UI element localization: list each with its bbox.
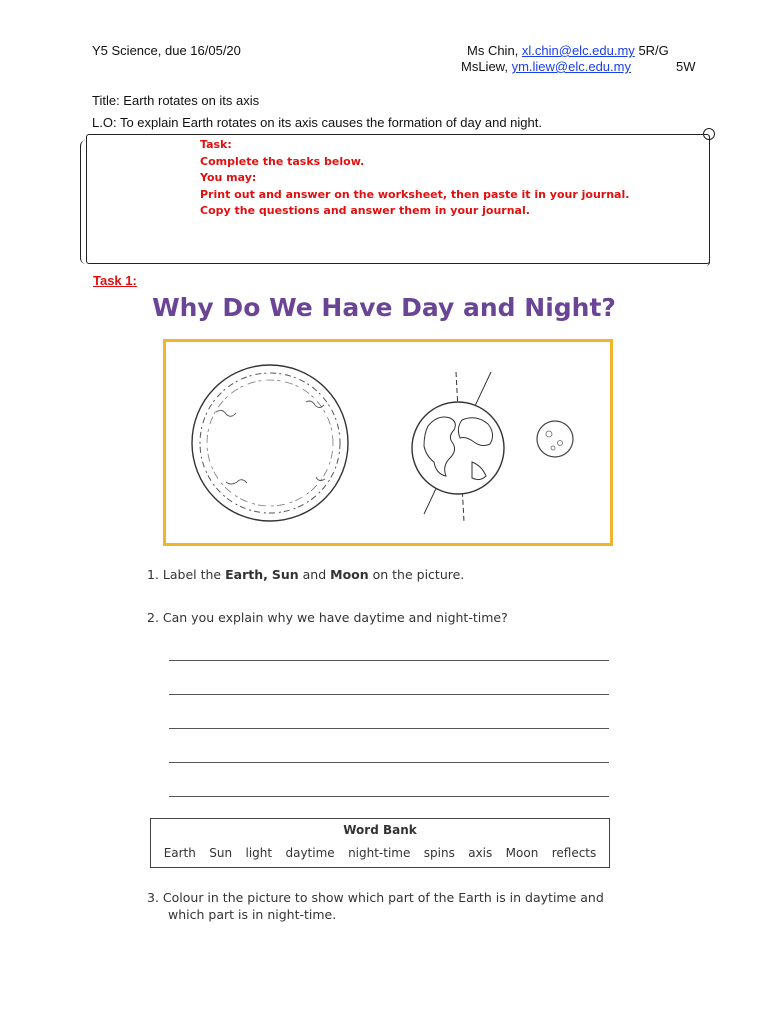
teacher1-name: Ms Chin,: [467, 43, 522, 58]
learning-objective: L.O: To explain Earth rotates on its axis causes the formation of day and night.: [92, 115, 542, 130]
word-bank-word: daytime: [285, 846, 335, 860]
picture-frame: [163, 339, 613, 546]
q1-and: and: [298, 567, 331, 582]
word-bank-title: Word Bank: [343, 823, 417, 837]
teacher2-class: 5W: [676, 59, 696, 74]
moon-drawing: [537, 421, 573, 457]
teacher2-line: [461, 59, 631, 75]
teacher2-name: MsLiew,: [461, 59, 512, 74]
teacher1-email-link[interactable]: xl.chin@elc.edu.my: [521, 43, 635, 58]
task-instructions: [200, 137, 629, 220]
task-note-line: You may:: [200, 171, 257, 184]
teacher1-class: 5R/G: [638, 43, 669, 58]
word-bank-word: reflects: [551, 846, 597, 860]
question-3: [147, 889, 604, 923]
earth-drawing: [412, 372, 504, 522]
answer-line[interactable]: [169, 660, 609, 661]
q3-line-1: 3. Colour in the picture to show which part of the Earth is in daytime and: [147, 890, 604, 905]
answer-line[interactable]: [169, 728, 609, 729]
worksheet-title: Why Do We Have Day and Night?: [152, 293, 616, 322]
word-bank-word: axis: [468, 846, 493, 860]
word-bank-word: spins: [423, 846, 455, 860]
question-1: [147, 566, 464, 583]
q3-line-2: which part is in night-time.: [168, 907, 337, 922]
q1-suffix: on the picture.: [368, 567, 465, 582]
answer-line[interactable]: [169, 694, 609, 695]
task-note-line: Task:: [200, 138, 232, 151]
teacher1-line: [467, 43, 669, 59]
task1-label: Task 1:: [93, 273, 137, 288]
answer-line[interactable]: [169, 762, 609, 763]
task-note-line: Print out and answer on the worksheet, then paste it in your journal.: [200, 187, 630, 201]
word-bank-word: Moon: [505, 846, 539, 860]
space-illustration: [166, 342, 610, 543]
scroll-curl-right: [703, 134, 710, 266]
question-2: 2. Can you explain why we have daytime and night-time?: [147, 610, 508, 625]
q1-moon: Moon: [330, 567, 369, 582]
q1-sun: Sun: [271, 567, 299, 582]
word-bank-word: night-time: [348, 846, 411, 860]
word-bank-word: Earth: [163, 846, 196, 860]
word-bank-word: Sun: [209, 846, 233, 860]
q1-prefix: 1. Label the: [147, 567, 226, 582]
word-bank-words: [151, 846, 609, 860]
teacher2-email-link[interactable]: ym.liew@elc.edu.my: [511, 59, 631, 74]
course-header: Y5 Science, due 16/05/20: [92, 43, 241, 58]
answer-line[interactable]: [169, 796, 609, 797]
word-bank-word: light: [245, 846, 273, 860]
task-note-line: Copy the questions and answer them in your journal.: [200, 204, 530, 217]
sun-drawing: [192, 365, 348, 521]
q1-earth: Earth,: [225, 567, 268, 582]
task-note-line: Complete the tasks below.: [200, 154, 365, 168]
word-bank: [150, 818, 610, 868]
lesson-title: Title: Earth rotates on its axis: [92, 93, 260, 108]
